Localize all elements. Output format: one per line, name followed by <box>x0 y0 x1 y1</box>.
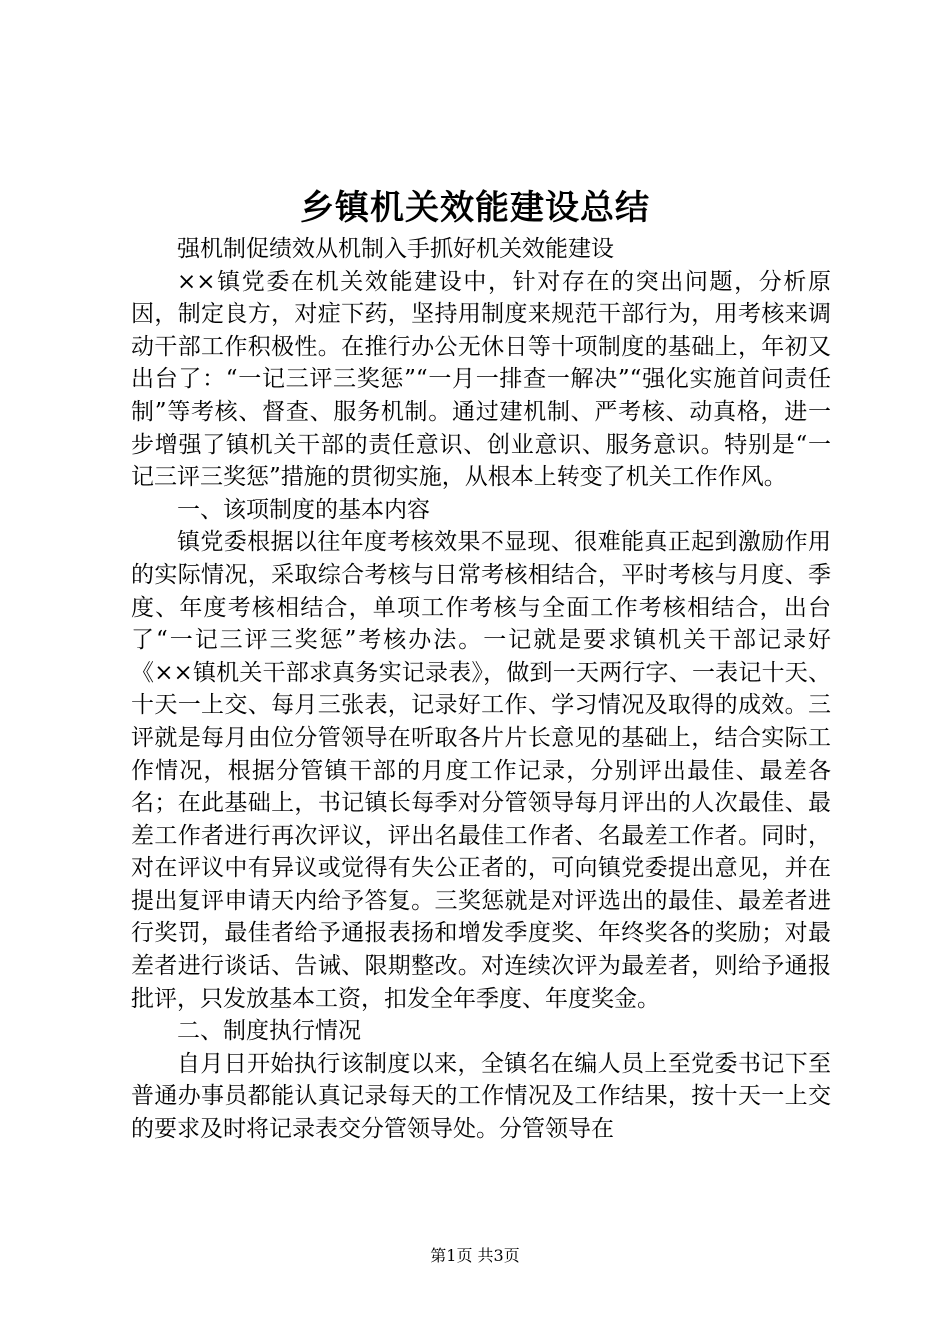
page-number-footer: 第1页 共3页 <box>430 1246 520 1265</box>
section-2-paragraph: 自月日开始执行该制度以来，全镇名在编人员上至党委书记下至普通办事员都能认真记录每天的工作情况及工作结果，按十天一上交的要求及时将记录表交分管领导处。分管领导在 <box>131 1050 831 1143</box>
section-1-paragraph: 镇党委根据以往年度考核效果不显现、很难能真正起到激励作用的实际情况，采取综合考核与日常考核相结合，平时考核与月度、季度、年度考核相结合，单项工作考核与全面工作考核相结合，出台了“一记三评三奖惩”考核办法。一记就是要求镇机关干部记录好《××镇机关干部求真务实记录表》，做到一天两行字、一表记十天、十天一上交、每月三张表，记录好工作、学习情况及取得的成效。三评就是每月由位分管领导在听取各片片长意见的基础上，结合实际工作情况，根据分管镇干部的月度工作记录，分别评出最佳、最差各名；在此基础上，书记镇长每季对分管领导每月评出的人次最佳、最差工作者进行再次评议，评出名最佳工作者、名最差工作者。同时，对在评议中有异议或觉得有失公正者的，可向镇党委提出意见，并在提出复评申请天内给予答复。三奖惩就是对评选出的最佳、最差者进行奖罚，最佳者给予通报表扬和增发季度奖、年终奖各的奖励；对最差者进行谈话、告诫、限期整改。对连续次评为最差者，则给予通报批评，只发放基本工资，扣发全年季度、年度奖金。 <box>131 529 831 1012</box>
intro-paragraph: ××镇党委在机关效能建设中，针对存在的突出问题，分析原因，制定良方，对症下药，坚持用制度来规范干部行为，用考核来调动干部工作积极性。在推行办公无休日等十项制度的基础上，年初又出台了：“一记三评三奖惩”“一月一排查一解决”“强化实施首问责任制”等考核、督查、服务机制。通过建机制、严考核、动真格，进一步增强了镇机关干部的责任意识、创业意识、服务意识。特别是“一记三评三奖惩”措施的贯彻实施，从根本上转变了机关工作作风。 <box>131 268 831 491</box>
document-body <box>131 233 831 1146</box>
subtitle-paragraph: 强机制促绩效从机制入手抓好机关效能建设 <box>177 236 614 262</box>
document-title: 乡镇机关效能建设总结 <box>300 188 650 228</box>
section-heading-1: 一、该项制度的基本内容 <box>177 496 430 523</box>
section-heading-2: 二、制度执行情况 <box>177 1018 361 1045</box>
